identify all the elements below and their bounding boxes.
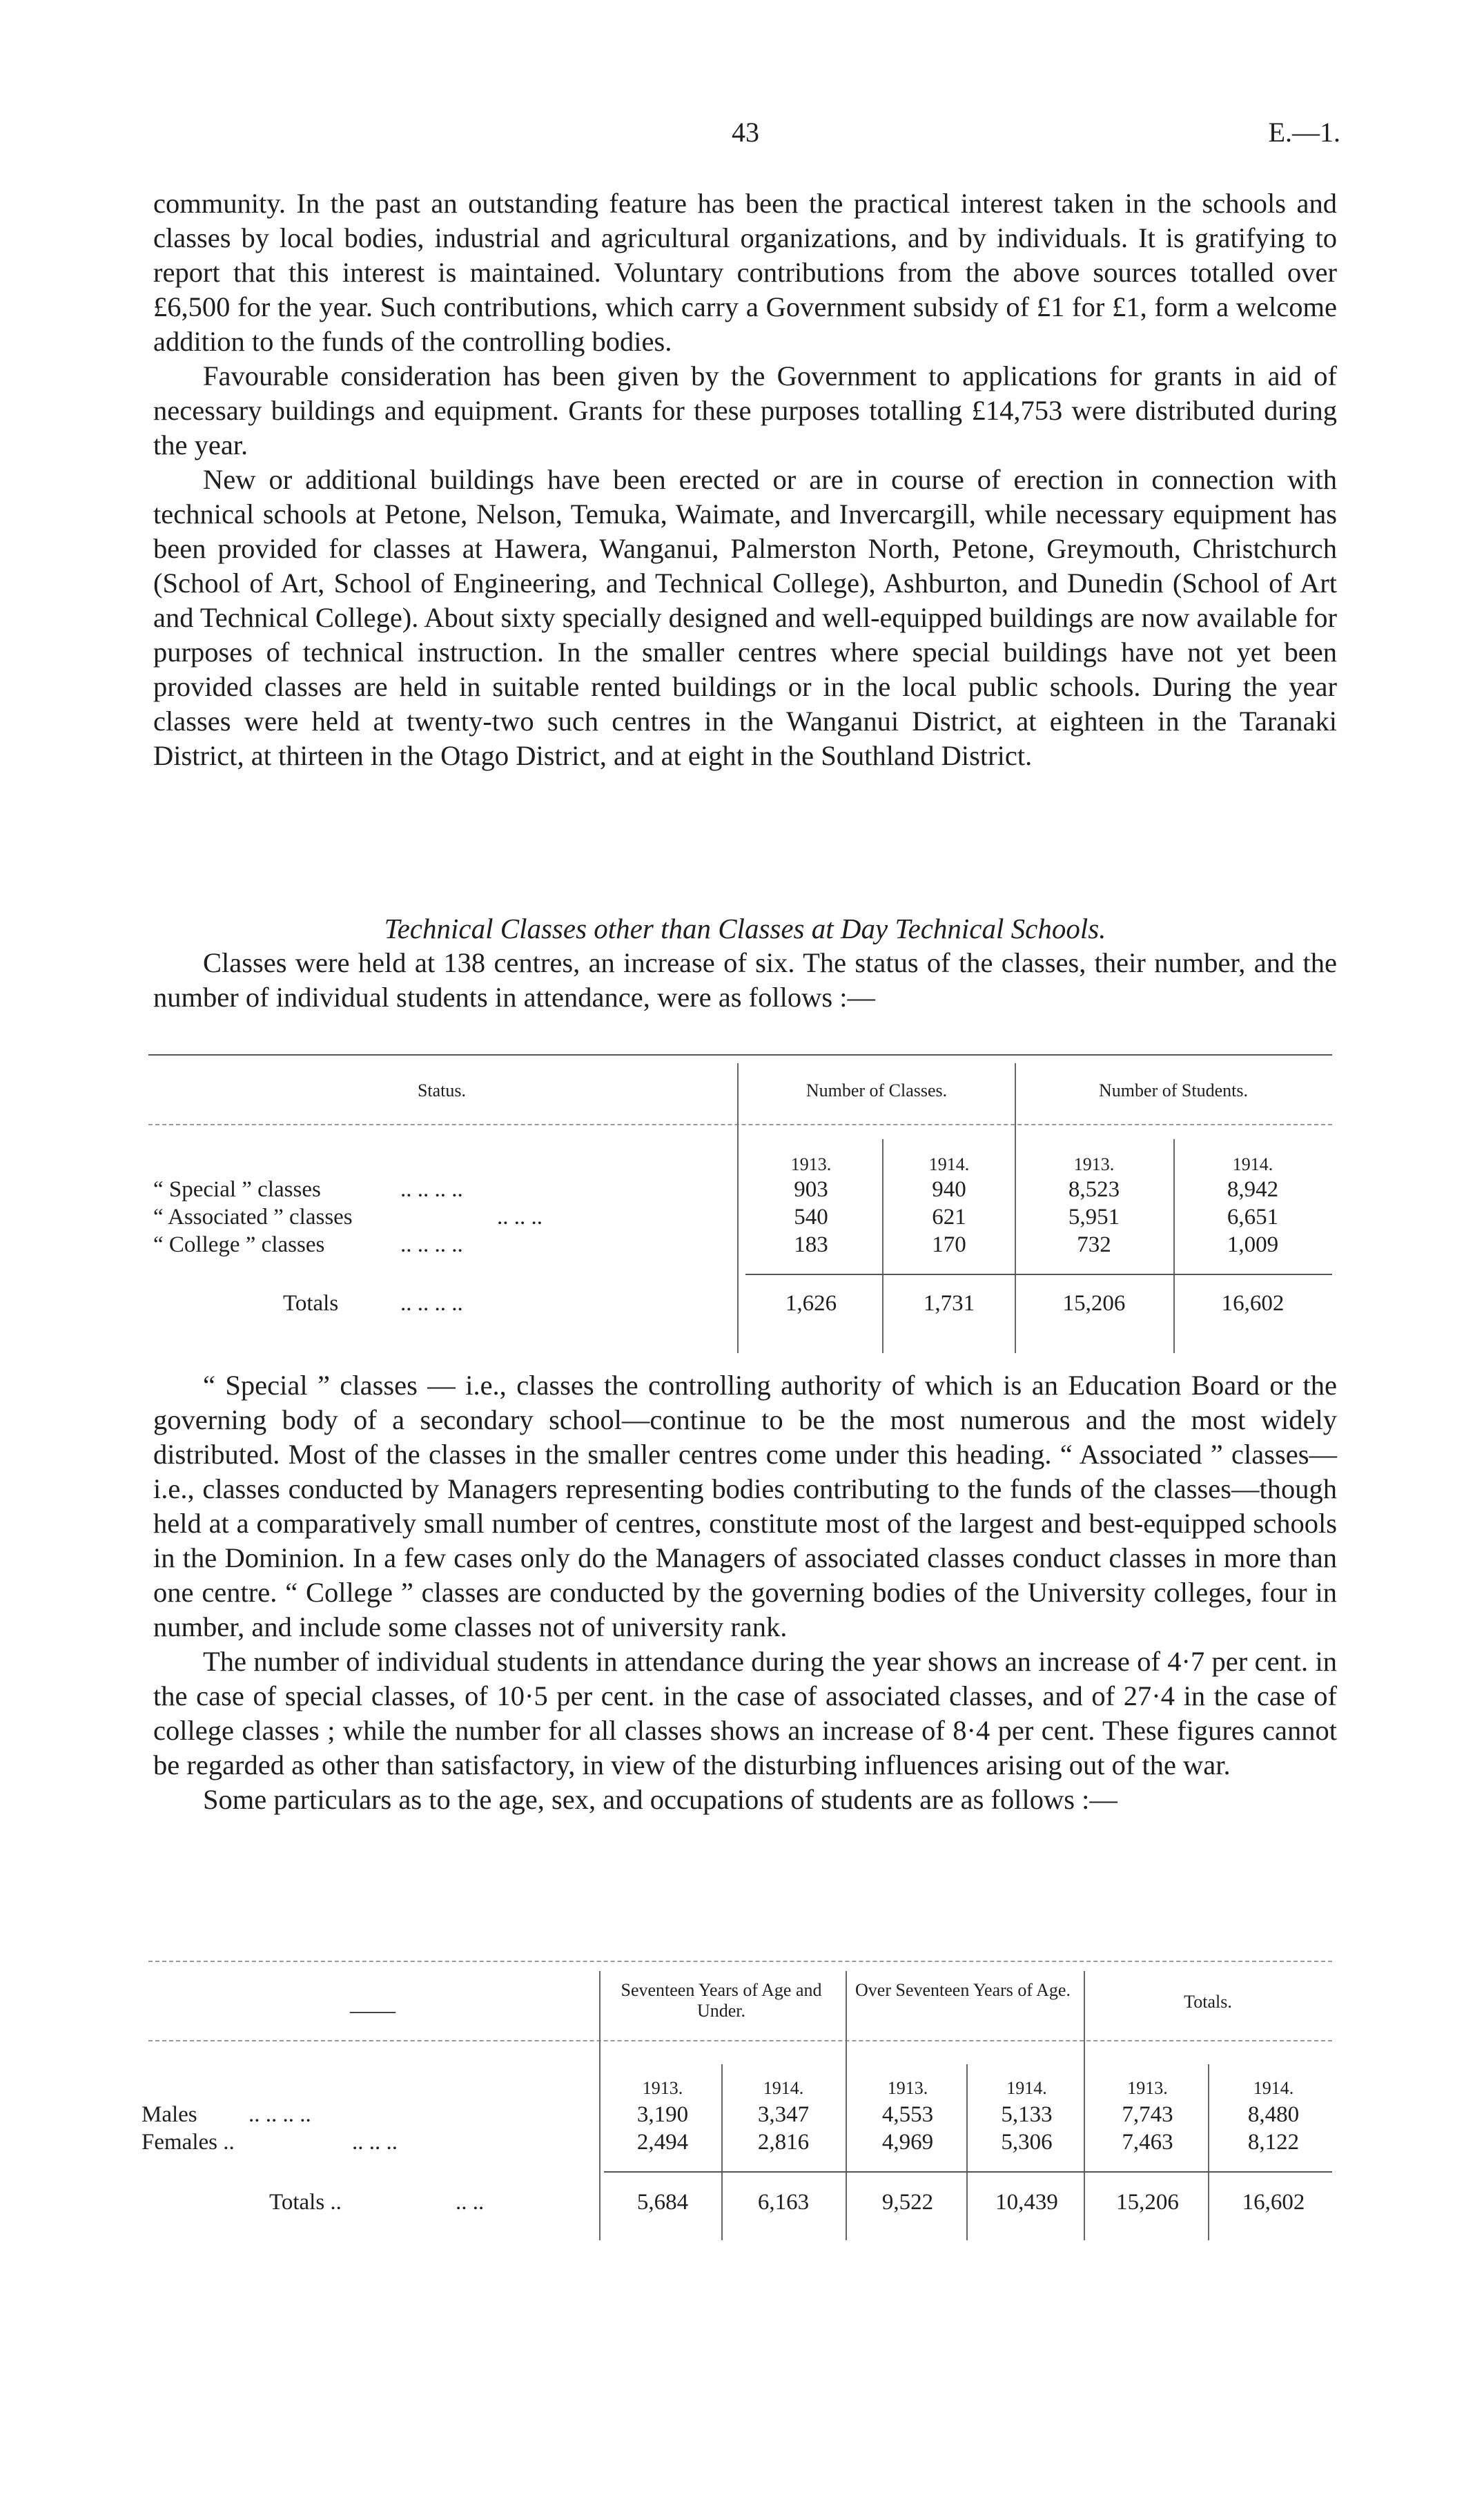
year-label: 1913. bbox=[642, 2078, 683, 2098]
totals-rule bbox=[745, 1274, 1332, 1275]
totals-label: Totals bbox=[283, 1291, 339, 1316]
year-label: 1914. bbox=[763, 2078, 804, 2098]
cell-value: 16,602 bbox=[1242, 2190, 1305, 2215]
page-number: 43 bbox=[732, 117, 759, 148]
cell-value: 170 bbox=[932, 1232, 966, 1257]
paragraph-particulars: Some particulars as to the age, sex, and occupations of students are as follows :— bbox=[203, 1784, 1117, 1815]
cell-value: 15,206 bbox=[1116, 2190, 1179, 2215]
cell-value: 5,684 bbox=[636, 2190, 689, 2215]
row-label: “ College ” classes bbox=[153, 1232, 325, 1257]
year-label: 1914. bbox=[1232, 1154, 1273, 1174]
cell-value: 4,969 bbox=[881, 2130, 934, 2155]
table-divider bbox=[1015, 1063, 1016, 1353]
year-label: 1913. bbox=[887, 2078, 928, 2098]
cell-value: 3,347 bbox=[757, 2102, 810, 2127]
intro-text bbox=[153, 946, 1337, 1015]
year-label: 1913. bbox=[790, 1154, 832, 1174]
col-header-totals: Totals. bbox=[1184, 1992, 1232, 2012]
paragraph-centres: Classes were held at 138 centres, an increase of six. The status of the classes, their number, and the number of individual students in attendance, were as follows :— bbox=[153, 947, 1337, 1013]
row-label: “ Associated ” classes bbox=[153, 1205, 353, 1230]
cell-value: 903 bbox=[794, 1177, 828, 1202]
body-text-top bbox=[153, 186, 1337, 773]
table-divider bbox=[1173, 1139, 1175, 1353]
body-text-middle bbox=[153, 1368, 1337, 1817]
paragraph-contributions: community. In the past an outstanding feature has been the practical interest taken in the schools and classes by local bodies, industrial and agricultural organizations, and by individuals. It is gratifying to report that this interest is maintained. Voluntary contributions from the above sources totalled over £6,500 for the year. Such contributions, which carry a Government subsidy of £1 for £1, form a welcome addition to the funds of the controlling bodies. bbox=[153, 188, 1337, 357]
cell-value: 6,651 bbox=[1227, 1205, 1279, 1230]
cell-value: 5,306 bbox=[1001, 2130, 1053, 2155]
col-header-classes: Number of Classes. bbox=[806, 1080, 948, 1100]
col-header-over-seventeen: Over Seventeen Years of Age. bbox=[855, 1980, 1071, 2000]
table-divider bbox=[737, 1063, 739, 1353]
document-reference: E.—1. bbox=[1268, 117, 1340, 148]
section-heading: Technical Classes other than Classes at Day Technical Schools. bbox=[384, 913, 1106, 944]
cell-value: 7,463 bbox=[1122, 2130, 1173, 2155]
cell-value: 7,743 bbox=[1122, 2102, 1173, 2127]
table-divider bbox=[966, 2064, 968, 2240]
cell-value: 10,439 bbox=[995, 2190, 1058, 2215]
cell-value: 9,522 bbox=[881, 2190, 934, 2215]
cell-value: 1,731 bbox=[923, 1291, 975, 1316]
row-leader: .. .. .. .. bbox=[400, 1291, 463, 1316]
cell-value: 621 bbox=[932, 1205, 966, 1230]
row-leader: .. .. .. .. bbox=[400, 1232, 463, 1257]
cell-value: 1,626 bbox=[785, 1291, 837, 1316]
year-label: 1913. bbox=[1127, 2078, 1168, 2098]
cell-value: 5,951 bbox=[1068, 1205, 1120, 1230]
table-divider bbox=[721, 2064, 723, 2240]
cell-value: 540 bbox=[794, 1205, 828, 1230]
table-divider bbox=[599, 1971, 601, 2240]
cell-value: 183 bbox=[794, 1232, 828, 1257]
row-leader: .. .. .. .. bbox=[248, 2102, 311, 2127]
col-header-status: Status. bbox=[417, 1080, 467, 1100]
row-leader: .. .. .. bbox=[497, 1205, 543, 1230]
paragraph-class-types: “ Special ” classes — i.e., classes the controlling authority of which is an Education Board or the governing body of a secondary school—continue to be the most numerous and the most widely distributed. Most of the classes in the smaller centres come under this heading. “ Associated ” classes—i.e., classes conducted by Managers representing bodies contributing to the funds of the classes—though held at a comparatively small number of centres, constitute most of the largest and best-equipped schools in the Dominion. In a few cases only do the Managers of associated classes conduct classes in more than one centre. “ College ” classes are conducted by the governing bodies of the University colleges, four in number, and include some classes not of university rank. bbox=[153, 1370, 1337, 1642]
row-leader: .. .. .. .. bbox=[400, 1177, 463, 1202]
cell-value: 8,523 bbox=[1068, 1177, 1120, 1202]
row-leader: .. .. .. bbox=[352, 2130, 398, 2155]
table-rule bbox=[148, 1961, 1332, 1962]
cell-value: 3,190 bbox=[636, 2102, 689, 2127]
cell-value: 6,163 bbox=[757, 2190, 810, 2215]
cell-value: 15,206 bbox=[1062, 1291, 1126, 1316]
col-header-students: Number of Students. bbox=[1099, 1080, 1248, 1100]
paragraph-grants: Favourable consideration has been given by the Government to applications for grants in aid of necessary buildings and equipment. Grants for these purposes totalling £14,753 were distributed during the year. bbox=[153, 360, 1337, 460]
cell-value: 8,942 bbox=[1227, 1177, 1279, 1202]
cell-value: 5,133 bbox=[1001, 2102, 1053, 2127]
col-header-under-seventeen: Seventeen Years of Age and Under. bbox=[621, 1980, 822, 2021]
cell-value: 16,602 bbox=[1221, 1291, 1285, 1316]
row-label: Females .. bbox=[141, 2130, 235, 2155]
table-rule bbox=[148, 2040, 1332, 2041]
row-label: “ Special ” classes bbox=[153, 1177, 321, 1202]
table-divider bbox=[1208, 2064, 1209, 2240]
cell-value: 2,494 bbox=[636, 2130, 689, 2155]
cell-value: 940 bbox=[932, 1177, 966, 1202]
table-rule bbox=[148, 1054, 1332, 1056]
year-label: 1914. bbox=[928, 1154, 970, 1174]
table-divider bbox=[1084, 1971, 1085, 2240]
row-label: Males bbox=[141, 2102, 197, 2127]
cell-value: 732 bbox=[1077, 1232, 1111, 1257]
row-leader: .. .. bbox=[456, 2190, 485, 2215]
totals-label: Totals .. bbox=[269, 2190, 342, 2215]
table-rule bbox=[148, 1124, 1332, 1125]
totals-rule bbox=[604, 2171, 1332, 2173]
table-divider bbox=[846, 1971, 847, 2240]
year-label: 1914. bbox=[1006, 2078, 1047, 2098]
cell-value: 8,122 bbox=[1247, 2130, 1300, 2155]
paragraph-buildings: New or additional buildings have been erected or are in course of erection in connection with technical schools at Petone, Nelson, Temuka, Waimate, and Invercargill, while necessary equipment has been provided for classes at Hawera, Wanganui, Palmerston North, Petone, Greymouth, Christchurch (School of Art, School of Engineering, and Technical College), Ashburton, and Dunedin (School of Art and Technical College). About sixty specially designed and well-equipped buildings are now available for purposes of technical instruction. In the smaller centres where special buildings have not yet been provided classes are held in suitable rented buildings or in the local public schools. During the year classes were held at twenty-two such centres in the Wanganui District, at eighteen in the Taranaki District, at thirteen in the Otago District, and at eight in the Southland District. bbox=[153, 464, 1337, 771]
cell-value: 1,009 bbox=[1227, 1232, 1279, 1257]
paragraph-increase: The number of individual students in attendance during the year shows an increase of 4·7 per cent. in the case of special classes, of 10·5 per cent. in the case of associated classes, and of 27·4 in the case of college classes ; while the number for all classes shows an increase of 8·4 per cent. These figures cannot be regarded as other than satisfactory, in view of the disturbing influences arising out of the war. bbox=[153, 1646, 1337, 1780]
year-label: 1913. bbox=[1073, 1154, 1115, 1174]
col-header-blank: —— bbox=[350, 1999, 396, 2023]
cell-value: 4,553 bbox=[881, 2102, 934, 2127]
cell-value: 2,816 bbox=[757, 2130, 810, 2155]
year-label: 1914. bbox=[1253, 2078, 1294, 2098]
table-divider bbox=[882, 1139, 883, 1353]
cell-value: 8,480 bbox=[1247, 2102, 1300, 2127]
